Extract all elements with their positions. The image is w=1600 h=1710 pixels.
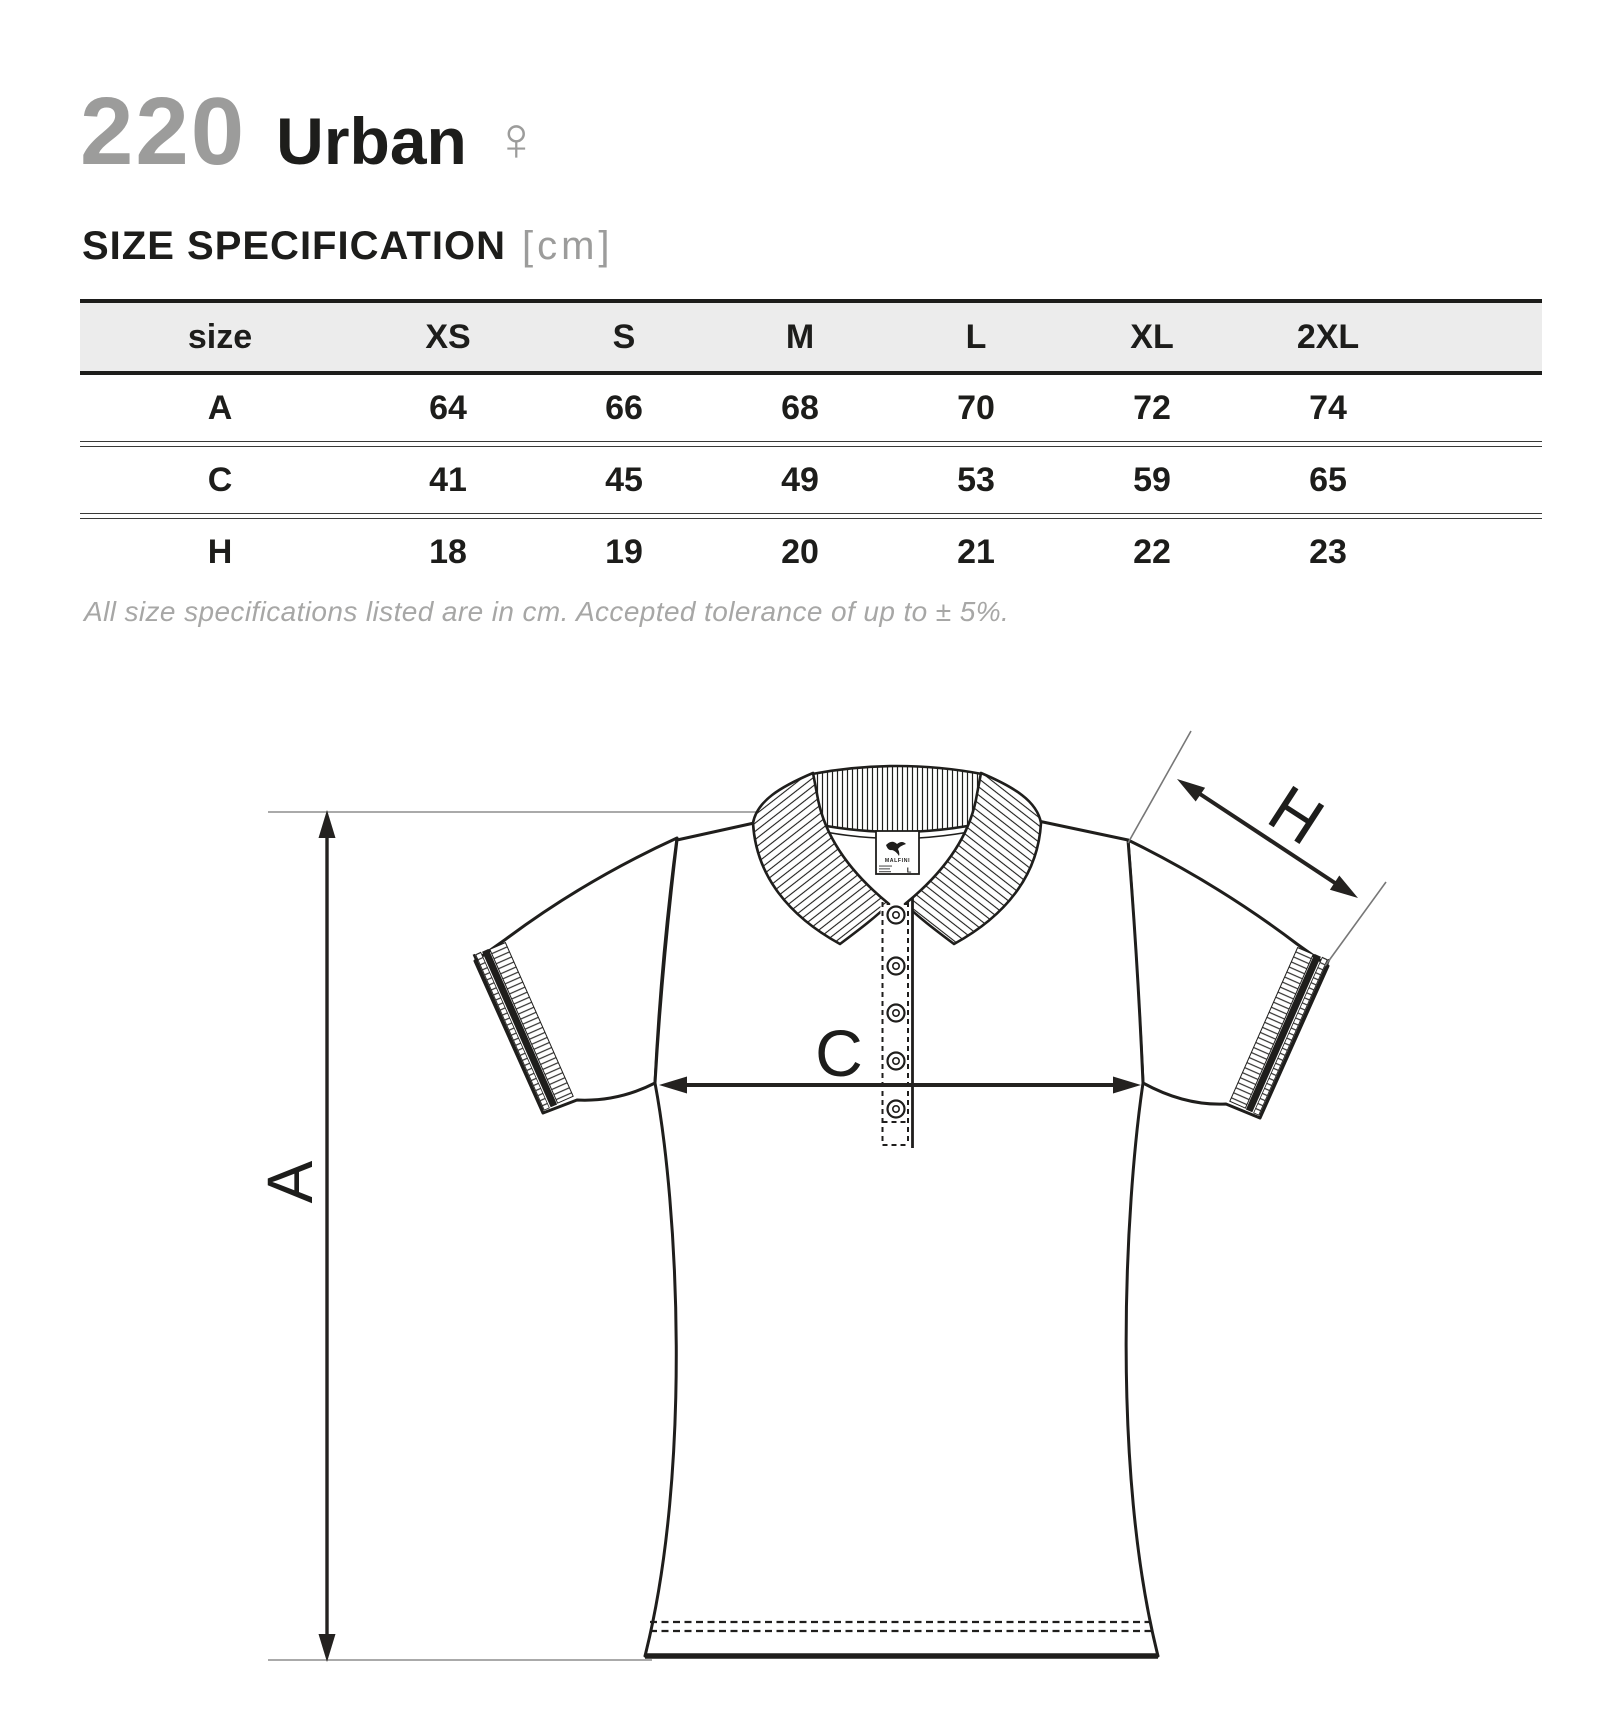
female-symbol: ♀ [492, 105, 540, 174]
table-row-a [80, 375, 1542, 441]
size-value: 41 [429, 460, 467, 499]
collar-back-band [806, 766, 988, 832]
section-unit: [cm] [521, 224, 614, 268]
left-sleeve [473, 838, 677, 1113]
size-value: 59 [1133, 460, 1171, 499]
size-value: 70 [957, 388, 995, 427]
button-placket [881, 898, 914, 1148]
size-value: 18 [429, 532, 467, 571]
col-header-xs: XS [425, 317, 471, 356]
size-value: 20 [781, 532, 819, 571]
col-header-m: M [785, 317, 815, 356]
product-name: Urban [276, 104, 467, 178]
row-label: A [207, 388, 233, 427]
col-header-s: S [612, 317, 636, 356]
col-header-l: L [965, 317, 987, 356]
size-table [80, 299, 1542, 585]
size-value: 45 [605, 460, 643, 499]
col-header-2xl: 2XL [1296, 317, 1360, 356]
size-value: 53 [957, 460, 995, 499]
size-value: 66 [605, 388, 643, 427]
table-row-h [80, 519, 1542, 585]
size-value: 22 [1133, 532, 1171, 571]
table-row-c [80, 447, 1542, 513]
col-header-xl: XL [1130, 317, 1174, 356]
product-number: 220 [80, 78, 247, 185]
dim-label-c: C [815, 1016, 863, 1090]
right-sleeve [1128, 840, 1330, 1118]
label-size-letter: L [906, 865, 912, 875]
size-value: 72 [1133, 388, 1171, 427]
row-label: H [207, 532, 233, 571]
size-value: 19 [605, 532, 643, 571]
row-label: C [207, 460, 233, 499]
dim-label-a: A [254, 1160, 326, 1204]
dimension-a [254, 810, 336, 1662]
size-value: 74 [1309, 388, 1347, 427]
size-table-header [80, 299, 1542, 375]
dim-label-h: H [1256, 770, 1337, 859]
brand-name: MALFINI [884, 858, 911, 864]
neck-label [876, 831, 919, 875]
size-value: 68 [781, 388, 819, 427]
section-title [82, 224, 614, 269]
size-value: 64 [429, 388, 467, 427]
col-header-size: size [187, 317, 253, 356]
size-value: 49 [781, 460, 819, 499]
product-title [80, 78, 540, 185]
size-value: 65 [1309, 460, 1347, 499]
tolerance-note: All size specifications listed are in cm. Accepted tolerance of up to ± 5%. [84, 596, 1010, 627]
section-heading: SIZE SPECIFICATION [82, 224, 506, 268]
size-value: 21 [957, 532, 995, 571]
size-value: 23 [1309, 532, 1347, 571]
